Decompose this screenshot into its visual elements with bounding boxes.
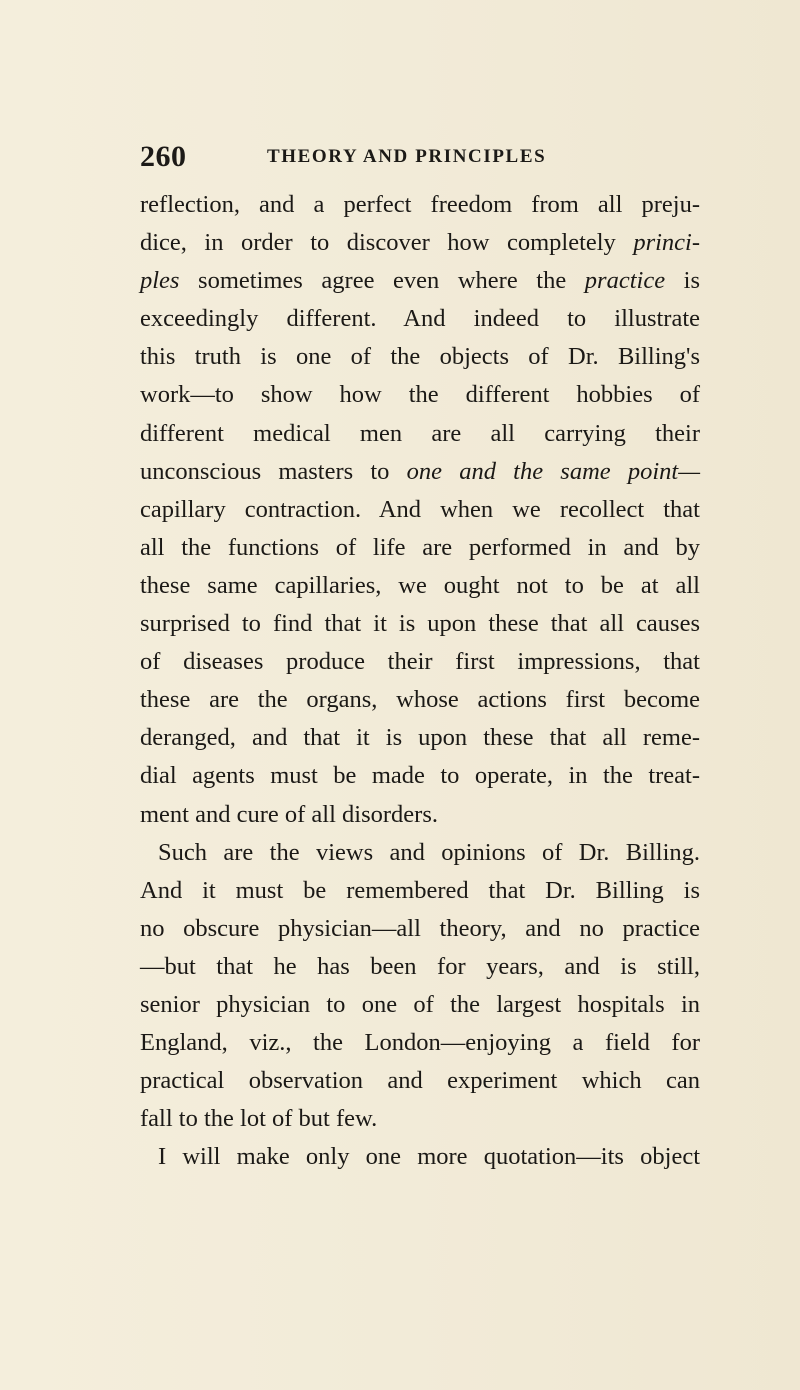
italic-text: princi-	[633, 229, 700, 257]
text-line	[140, 262, 700, 300]
text-line: surprised to find that it is upon these that all causes	[140, 610, 700, 638]
text-run: sometimes agree even where the	[179, 267, 585, 295]
text-line: dial agents must be made to operate, in the treat-	[140, 762, 700, 790]
text-line: —but that he has been for years, and is still,	[140, 952, 700, 980]
text-line: practical observation and experiment which can	[140, 1067, 700, 1095]
text-line: capillary contraction. And when we recollect that	[140, 495, 700, 523]
text-run: unconscious masters to	[140, 457, 407, 485]
text-line: all the functions of life are performed in and by	[140, 533, 700, 561]
text-line: fall to the lot of but few.	[140, 1105, 378, 1133]
text-line	[140, 224, 700, 262]
italic-text: one and the same point—	[406, 457, 700, 485]
text-line: these are the organs, whose actions first become	[140, 686, 700, 714]
italic-text: ples	[140, 267, 180, 295]
text-line: of diseases produce their first impressions, that	[140, 648, 700, 676]
text-line: England, viz., the London—enjoying a field for	[140, 1029, 700, 1057]
text-line: work—to show how the different hobbies of	[140, 381, 700, 409]
text-line: Such are the views and opinions of Dr. Billing.	[158, 838, 700, 866]
text-line: ment and cure of all disorders.	[140, 800, 438, 828]
page-number: 260	[140, 140, 187, 173]
text-line: different medical men are all carrying their	[140, 419, 700, 447]
text-line: reflection, and a perfect freedom from all preju-	[140, 191, 700, 218]
body-text	[140, 186, 700, 1176]
text-line	[140, 453, 700, 491]
text-line: senior physician to one of the largest hospitals in	[140, 990, 700, 1018]
text-line: And it must be remembered that Dr. Billing is	[140, 876, 700, 904]
text-line: deranged, and that it is upon these that all reme-	[140, 724, 700, 752]
running-head	[140, 140, 700, 180]
text-line: no obscure physician—all theory, and no practice	[140, 914, 700, 942]
running-title: THEORY AND PRINCIPLES	[267, 146, 547, 167]
italic-text: practice	[584, 267, 666, 295]
text-line: these same capillaries, we ought not to be at all	[140, 571, 700, 599]
text-line: exceedingly different. And indeed to illustrate	[140, 305, 700, 333]
text-line: I will make only one more quotation—its object	[158, 1143, 700, 1171]
text-run: is	[665, 267, 700, 295]
text-run: dice, in order to discover how completely	[140, 229, 634, 257]
text-line: this truth is one of the objects of Dr. Billing's	[140, 343, 700, 371]
